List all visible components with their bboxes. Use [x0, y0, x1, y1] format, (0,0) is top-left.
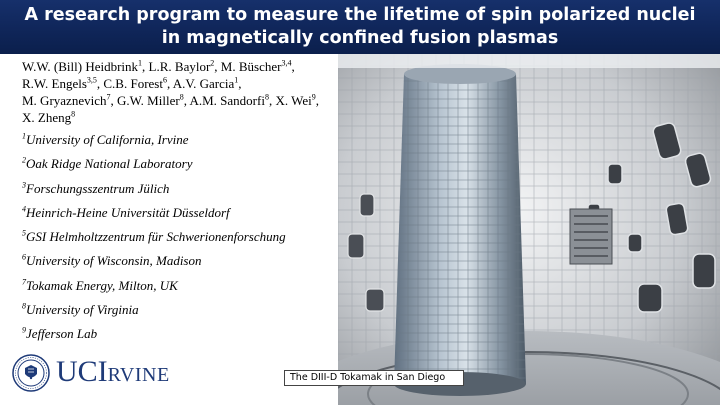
author: L.R. Baylor$^2$, — [148, 58, 221, 74]
author: X. Zheng$^8$ — [22, 109, 76, 125]
uci-logo — [12, 352, 170, 394]
university-seal-icon — [12, 354, 50, 392]
affiliation: $^8$University of Virginia — [22, 301, 139, 318]
title-line-2: in magnetically confined fusion plasmas — [161, 28, 559, 48]
uci-wordmark: UCI RVINE — [56, 354, 170, 388]
affiliation: $^4$Heinrich-Heine Universität Düsseldorf — [22, 204, 230, 220]
photo-caption: The DIII-D Tokamak in San Diego — [284, 370, 464, 386]
author: R.W. Engels$^{3,5}$, — [22, 75, 104, 91]
affiliation: $^7$Tokamak Energy, Milton, UK — [22, 277, 178, 293]
affiliation: $^6$University of Wisconsin, Madison — [22, 253, 202, 269]
author: M. Gryaznevich$^7$, — [22, 92, 117, 108]
affiliation: $^1$University of California, Irvine — [22, 131, 189, 147]
title-band — [0, 0, 720, 54]
tokamak-photo — [338, 54, 720, 405]
author: G.W. Miller$^8$, — [116, 92, 190, 108]
author-list — [22, 58, 340, 126]
affiliation: $^3$Forschungsszentrum Jülich — [22, 180, 170, 196]
title-line-1: A research program to measure the lifetime of spin polarized nuclei — [24, 5, 696, 25]
affiliation: $^2$Oak Ridge National Laboratory — [22, 155, 193, 172]
author: C.B. Forest$^6$, — [103, 75, 173, 91]
affiliation-list — [22, 131, 352, 350]
author: A.V. Garcia$^1$, — [172, 75, 242, 91]
author: M. Büscher$^{3,4}$, — [220, 58, 295, 74]
affiliation: $^5$GSI Helmholtzzentrum für Schwerionenforschung — [22, 228, 286, 245]
author: W.W. (Bill) Heidbrink$^1$, — [22, 58, 149, 74]
affiliation: $^9$Jefferson Lab — [22, 326, 98, 342]
author: A.M. Sandorfi$^8$, — [189, 92, 276, 108]
author: X. Wei$^9$, — [275, 92, 319, 108]
